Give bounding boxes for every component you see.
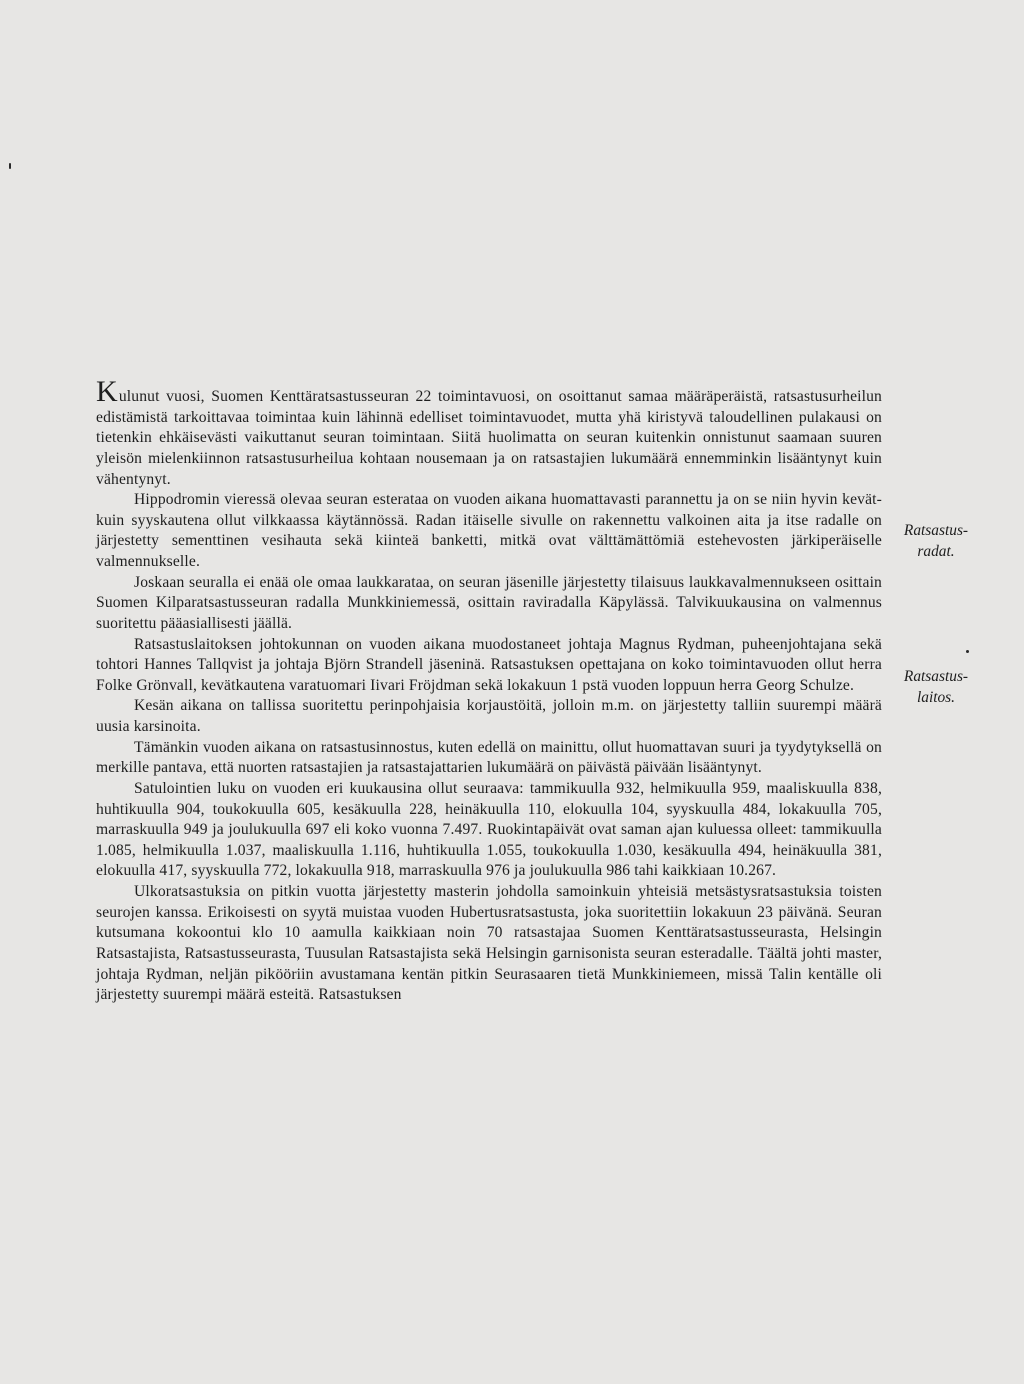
paragraph-7: Satulointien luku on vuoden eri kuukausina ollut seuraava: tammikuulla 932, helmikuulla 959, maaliskuulla 838, huhtikuulla 904, toukokuulla 605, kesäkuulla 228, heinäkuulla 110, elokuulla 104, syyskuulla 484, lokakuulla 705, marraskuulla 949 ja joulukuulla 697 eli koko vuonna 7.497. Ruokintapäivät ovat saman ajan kuluessa olleet: tammikuulla 1.085, helmikuulla 1.037, maaliskuulla 1.116, huhtikuulla 1.055, toukokuulla 1.030, kesäkuulla 494, heinäkuulla 381, elokuulla 417, syyskuulla 772, lokakuulla 918, marraskuulla 976 ja joulukuulla 986 tahi kaikkiaan 10.267. bbox=[96, 779, 882, 880]
paragraph-3: Joskaan seuralla ei enää ole omaa laukkarataa, on seuran jäsenille järjestetty tilaisuus laukkavalmennukseen osittain Suomen Kilparatsastusseuran radalla Munkkiniemessä, osittain raviradalla Käpylässä. Talvikuukausina on valmennus suoritettu pääasiallisesti jäällä. bbox=[96, 573, 882, 632]
drop-cap: K bbox=[96, 375, 118, 408]
paragraph-6: Tämänkin vuoden aikana on ratsastusinnostus, kuten edellä on mainittu, ollut huomattavan suuri ja tyydytyksellä on merkille pantava, että nuorten ratsastajien ja ratsastajattarien lukumäärä on päivästä päivään lisääntynyt. bbox=[96, 738, 882, 777]
paragraph-4: Ratsastuslaitoksen johtokunnan on vuoden aikana muodostaneet johtaja Magnus Rydman, puheenjohtajana sekä tohtori Hannes Tallqvist ja johtaja Björn Strandell jäseninä. Ratsastuksen opettajana on koko toimintavuoden ollut herra Folke Grönvall, kevätkautena varatuomari Iivari Fröjdman sekä lokakuun 1 pstä vuoden loppuun herra Georg Schulze. bbox=[96, 635, 882, 694]
margin-note-laitos bbox=[886, 666, 986, 708]
paragraph-8: Ulkoratsastuksia on pitkin vuotta järjestetty masterin johdolla samoinkuin yhteisiä metsästysratsastuksia toisten seurojen kanssa. Erikoisesti on syytä muistaa vuoden Hubertusratsastusta, joka suoritettiin lokakuun 23 päivänä. Seuran kutsumana kokoontui klo 10 aamulla kaikkiaan noin 70 ratsastajaa Suomen Kenttäratsastusseurasta, Helsingin Ratsastajista, Ratsastusseurasta, Tuusulan Ratsastajista sekä Helsingin garnisonista seuran esteradalle. Täältä johti master, johtaja Rydman, neljän pikööriin avustamana kentän pitkin Seurasaaren tietä Munkkiniemeen, missä Talin kentälle oli järjestetty suurempi määrä esteitä. Ratsastuksen bbox=[96, 883, 882, 1004]
print-speck bbox=[9, 163, 11, 169]
paragraph-1 bbox=[96, 375, 882, 490]
margin-note-line: laitos. bbox=[916, 689, 956, 706]
margin-note-radat bbox=[886, 520, 986, 562]
margin-note-line: Ratsastus- bbox=[903, 668, 969, 685]
paragraph-1-text: ulunut vuosi, Suomen Kenttäratsastusseuran 22 toimintavuosi, on osoittanut samaa määräperäistä, ratsastusurheilun edistämistä tarkoittavaa toimintaa kuin lähinnä edelliset toimintavuodet, mutta yhä kiristyvä taloudellinen pulakausi on tietenkin ehkäisevästi vaikuttanut seuran toimintaan. Siitä huolimatta on seuran kuitenkin onnistunut saamaan suuren yleisön mielenkiinnon ratsastusurheilua kohtaan nousemaan ja on ratsastajien lukumäärä ennemminkin lisääntynyt kuin vähentynyt. bbox=[96, 388, 882, 488]
print-speck bbox=[966, 650, 969, 653]
margin-note-line: Ratsastus- bbox=[903, 522, 969, 539]
paragraph-5: Kesän aikana on tallissa suoritettu perinpohjaisia korjaustöitä, jolloin m.m. on järjestetty talliin suurempi määrä uusia karsinoita. bbox=[96, 697, 882, 735]
paragraph-2: Hippodromin vieressä olevaa seuran esterataa on vuoden aikana huomattavasti parannettu ja on se niin hyvin kevät- kuin syyskautena ollut vilkkaassa käytännössä. Radan itäiselle sivulle on rakennettu valkoinen aita ja itse radalle on järjestetty sementtinen vesihauta sekä kiinteä banketti, mitkä ovat välttämättömiä estehevosten järkiperäiselle valmennukselle. bbox=[96, 491, 882, 570]
margin-note-line: radat. bbox=[917, 543, 955, 560]
article-body bbox=[96, 375, 882, 1006]
